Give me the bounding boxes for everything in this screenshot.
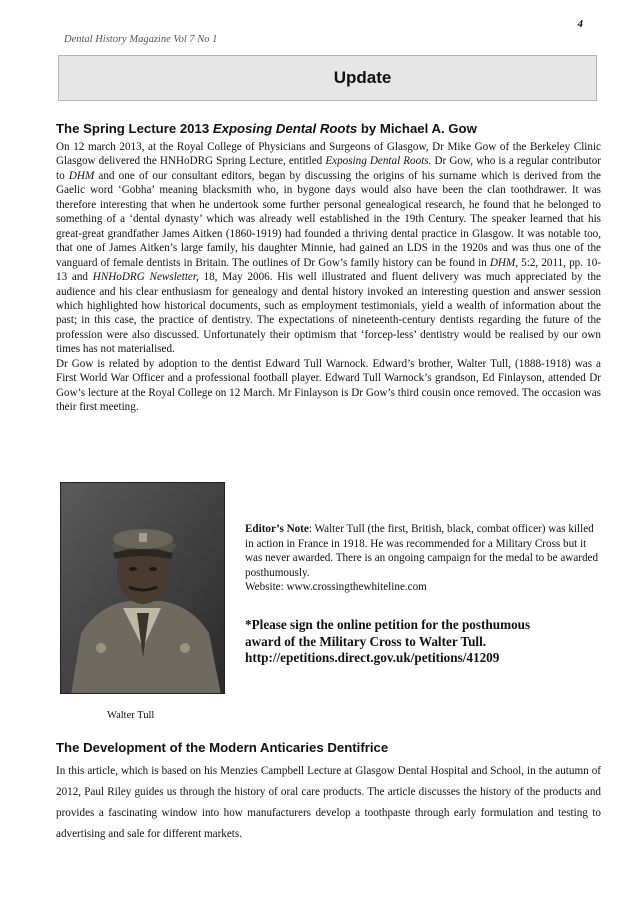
editors-note-text xyxy=(245,522,602,580)
editors-note-website: Website: www.crossingthewhiteline.com xyxy=(245,581,427,593)
paragraph-2: Dr Gow is related by adoption to the dentist Edward Tull Warnock. Edward’s brother, Walter Tull, (1888-1918) was a First World War Officer and a professional football player. Edward Tull Warnock’s grandson, Ed Finlayson, attended Dr Gow’s lecture at the Royal College on 12 March. Mr Finlayson is Dr Gow’s third cousin once removed. The occasion was their first meeting. xyxy=(56,357,601,414)
banner-title: Update xyxy=(333,68,392,87)
article-heading-dentifrice: The Development of the Modern Anticaries Dentifrice xyxy=(56,740,389,755)
journal-header: Dental History Magazine Vol 7 No 1 xyxy=(64,34,218,45)
petition-link[interactable]: http://epetitions.direct.gov.uk/petitions/41209 xyxy=(245,650,500,665)
editors-note xyxy=(245,522,602,595)
p1-italic-newsletter: HNHoDRG Newsletter, xyxy=(92,271,199,284)
spring-lecture-body xyxy=(56,140,601,415)
editors-note-body: : Walter Tull (the first, British, black, combat officer) was killed in action in France in 1918. He was recommended for a Military Cross but it was never awarded. There is an ongoing campaign for the medal to be awarded posthumously. xyxy=(245,523,599,579)
p1-italic-dhm: DHM, xyxy=(489,256,519,269)
p1-text: Dr Gow, who is a regular contributor to xyxy=(56,155,602,182)
page-number: 4 xyxy=(577,18,583,30)
heading-prefix: The Spring Lecture 2013 xyxy=(56,121,213,136)
update-banner xyxy=(58,55,597,101)
p1-italic-title: Exposing Dental Roots. xyxy=(325,155,432,168)
portrait-image xyxy=(61,483,225,694)
heading-title-italic: Exposing Dental Roots xyxy=(212,121,358,136)
petition-line-1: *Please sign the online petition for the posthumous xyxy=(245,617,531,632)
p1-italic-dhm: DHM xyxy=(68,169,95,182)
p1-text: On 12 march 2013, at the Royal College of Physicians and Surgeons of Glasgow, Dr Mike Gow of the Berkeley Clinic Glasgow delivered the HNHoDRG Spring Lecture, entitled xyxy=(56,141,601,168)
p1-text: 18, May 2006. His well illustrated and fluent delivery was much appreciated by the audience and his clear enthusiasm for genealogy and dental history invoked an interesting question and answer session which highlighted how historical documents, such as employment testimonials, yield a wealth of information about the past; in this case, the practice of dentistry. The expectations of nineteenth-century dentists regarding the future of the profession were also discussed. Unfortunately their optimism that ‘forcep-less’ dentistry would be realised by our own times has not materialised. xyxy=(56,271,601,356)
article-heading-spring-lecture xyxy=(56,121,477,136)
p1-text: 5:2, 2011, pp. 10-13 and xyxy=(56,256,602,284)
dentifrice-body: In this article, which is based on his Menzies Campbell Lecture at Glasgow Dental Hospital and School, in the autumn of 2012, Paul Riley guides us through the history of oral care products. The article discusses the history of the products and provides a fascinating window into how manufacturers develop a toothpaste through early formulation and testing to advertising and sale for different markets. xyxy=(56,765,601,840)
heading-suffix: by Michael A. Gow xyxy=(357,121,477,136)
photo-caption: Walter Tull xyxy=(107,710,155,721)
paragraph-1 xyxy=(56,140,601,357)
p1-text: and one of our consultant editors, began by discussing the origins of his surname which is derived from the Gaelic word ‘Gobha’ meaning blacksmith who, in bygone days would also have been the clan toothdrawer. It was therefore interesting that when he undertook some further personal genealogical research, he found that he belonged to something of a ‘dental dynasty’ which was already well established in the 19th Century. The speaker learned that his great-great grandfather James Aitken (1860-1919) had founded a thriving dental practice in Glasgow. It was notable too, that one of James Aitken’s large family, his daughter Minnie, had gained an LDS in the 1920s and was thus one of the vanguard of female dentists in Britain. The outlines of Dr Gow’s family history can be found in xyxy=(56,169,601,269)
petition-notice xyxy=(245,617,602,667)
walter-tull-photo xyxy=(60,482,225,694)
editors-note-label: Editor’s Note xyxy=(245,523,309,535)
petition-line-2: award of the Military Cross to Walter Tull. xyxy=(245,633,487,649)
